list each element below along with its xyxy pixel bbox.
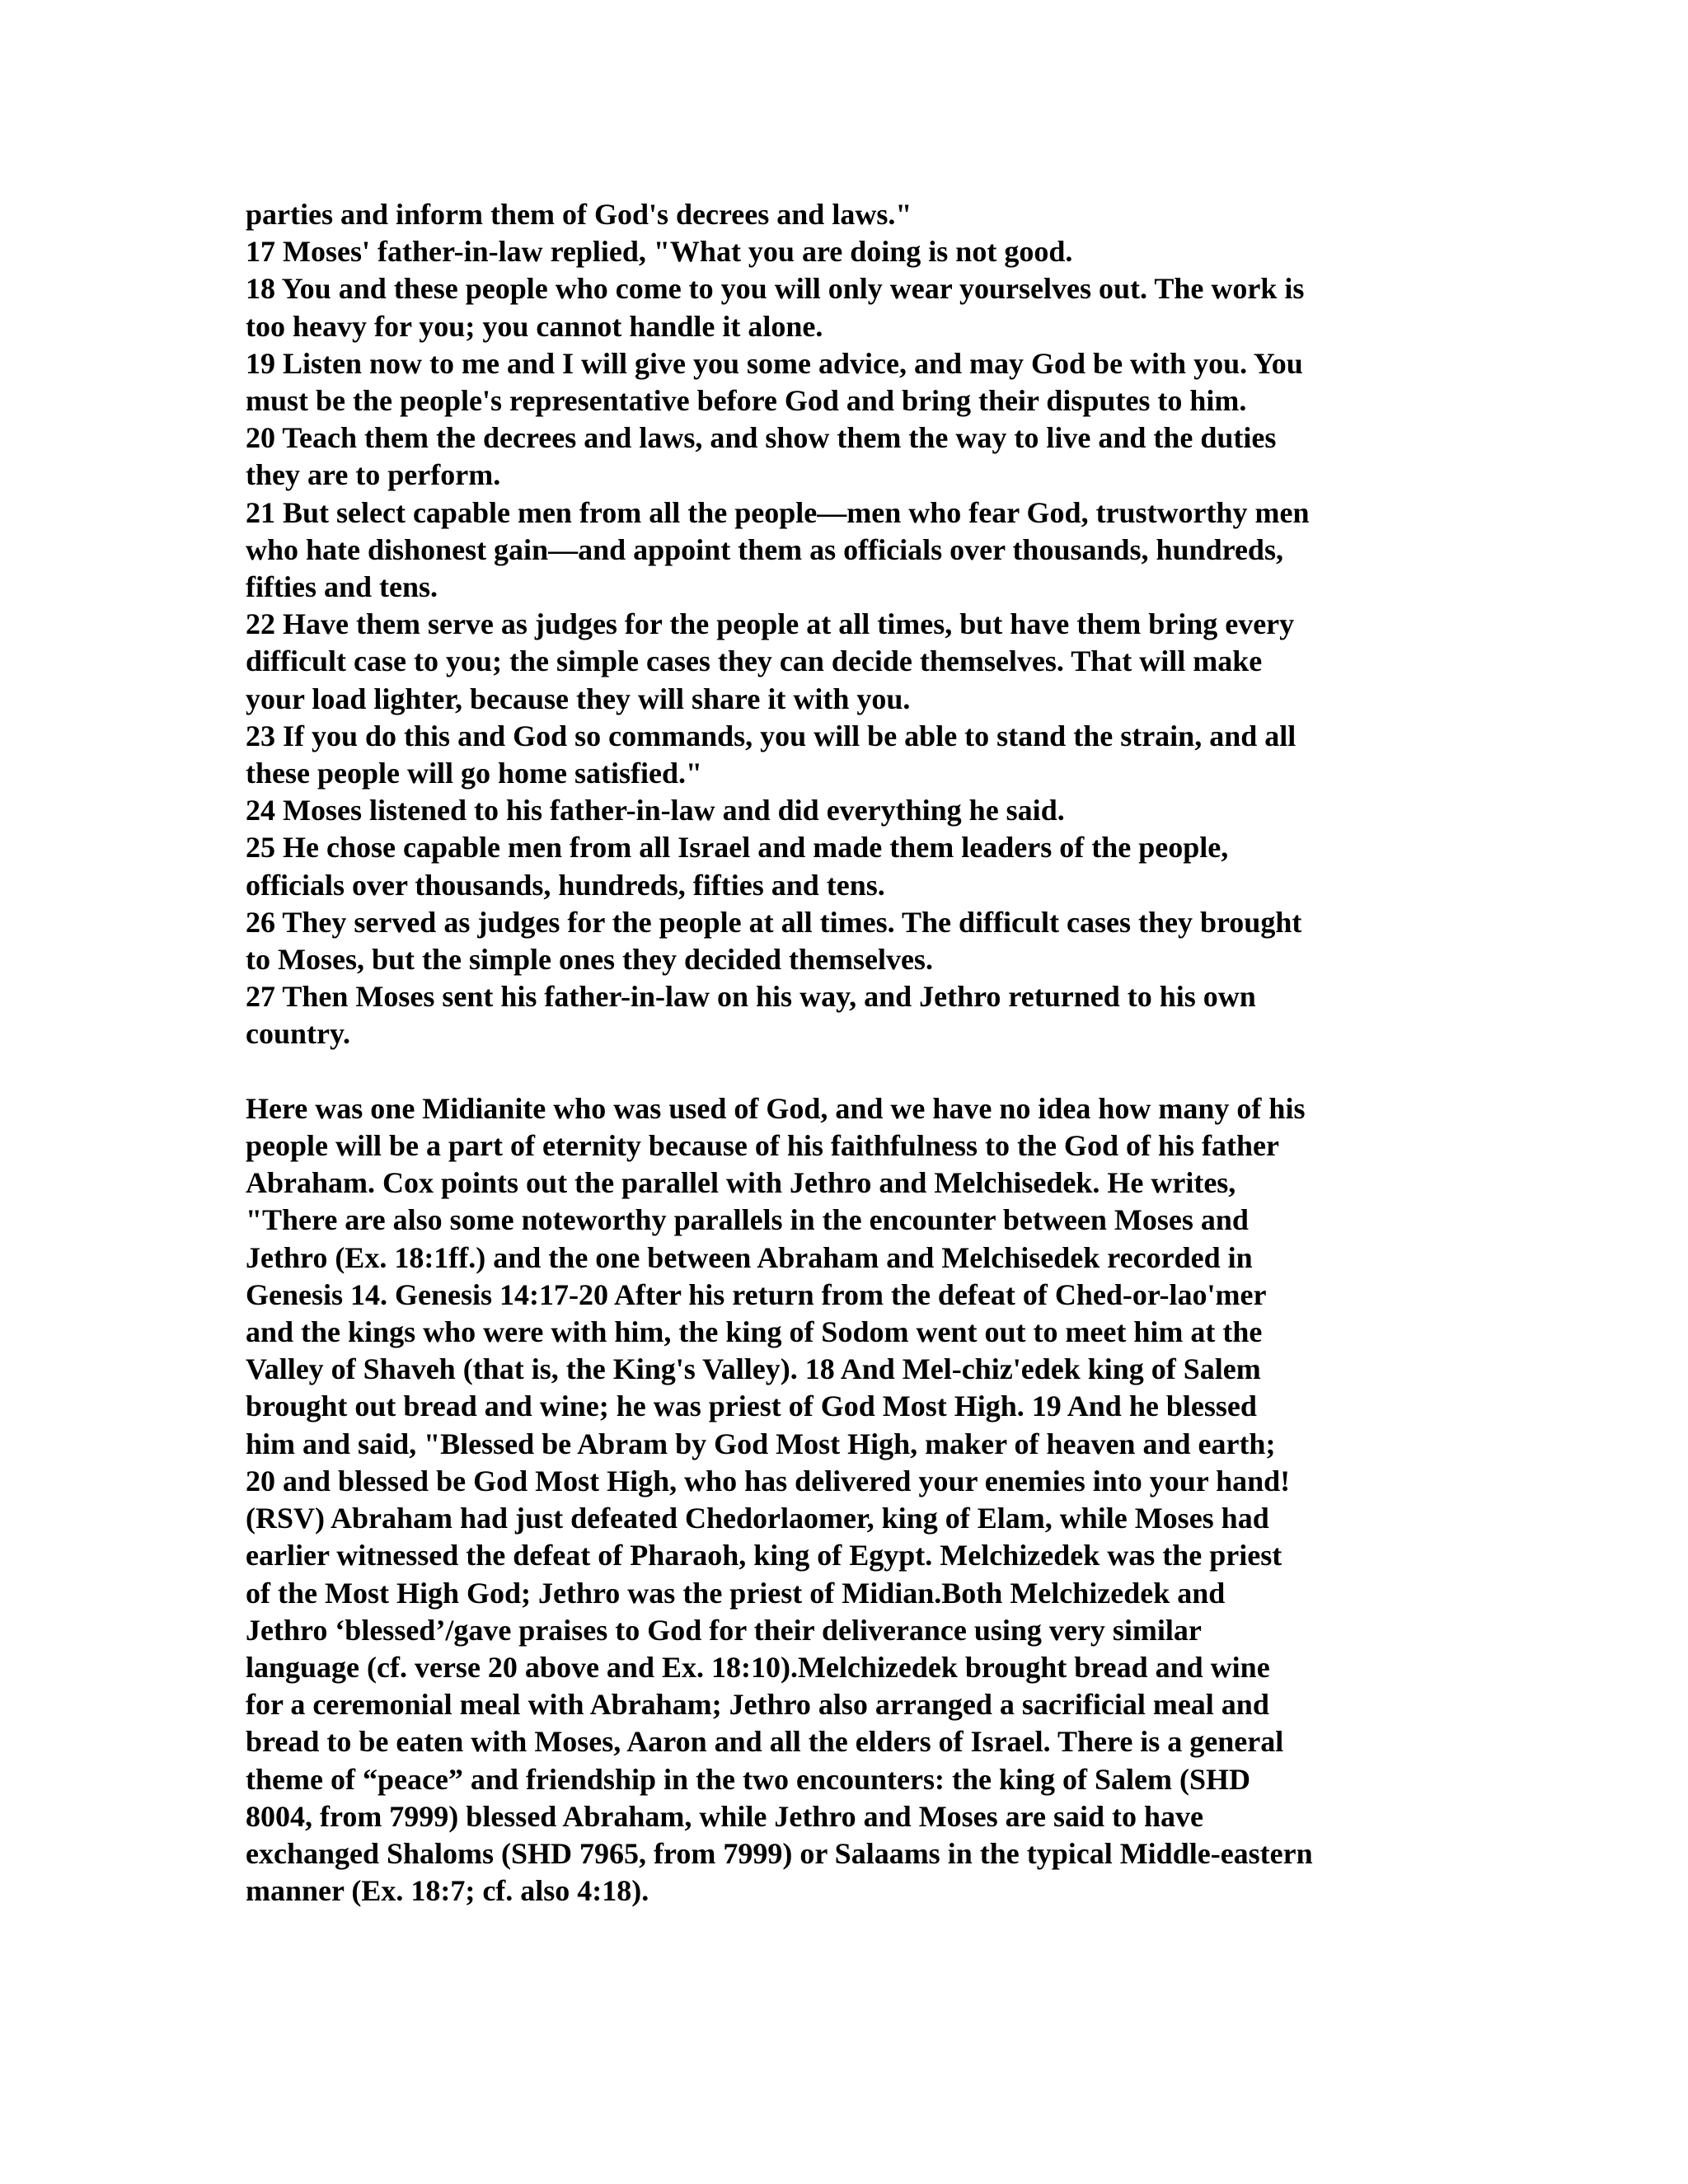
text-line: "There are also some noteworthy parallels in the encounter between Moses and <box>246 1203 1249 1237</box>
text-line: 19 Listen now to me and I will give you some advice, and may God be with you. You <box>246 346 1303 380</box>
verse-25 <box>246 829 1449 903</box>
verse-17 <box>246 233 1449 270</box>
text-line: him and said, "Blessed be Abram by God Most High, maker of heaven and earth; <box>246 1427 1276 1460</box>
text-line: brought out bread and wine; he was priest of God Most High. 19 And he blessed <box>246 1390 1257 1423</box>
verse-17-continuation <box>246 196 1449 233</box>
verse-18 <box>246 270 1449 344</box>
text-line: and the kings who were with him, the king of Sodom went out to meet him at the <box>246 1315 1263 1349</box>
paragraph-gap <box>246 1053 1449 1090</box>
text-line: 26 They served as judges for the people at all times. The difficult cases they brought <box>246 905 1302 939</box>
text-line: Abraham. Cox points out the parallel with Jethro and Melchisedek. He writes, <box>246 1166 1236 1200</box>
text-line: your load lighter, because they will share it with you. <box>246 682 911 715</box>
text-line: Here was one Midianite who was used of God, and we have no idea how many of his <box>246 1091 1306 1125</box>
text-line: (RSV) Abraham had just defeated Chedorlaomer, king of Elam, while Moses had <box>246 1502 1269 1535</box>
text-line: 17 Moses' father-in-law replied, "What you are doing is not good. <box>246 235 1073 269</box>
text-line: 24 Moses listened to his father-in-law and did everything he said. <box>246 794 1065 827</box>
verse-22 <box>246 606 1449 718</box>
text-line: 20 Teach them the decrees and laws, and show them the way to live and the duties <box>246 421 1277 455</box>
text-line: 27 Then Moses sent his father-in-law on his way, and Jethro returned to his own <box>246 980 1256 1014</box>
text-line: people will be a part of eternity because of his faithfulness to the God of his father <box>246 1129 1279 1163</box>
text-line: Jethro ‘blessed’/gave praises to God for their deliverance using very similar <box>246 1613 1202 1647</box>
text-line: who hate dishonest gain—and appoint them as officials over thousands, hundreds, <box>246 532 1283 566</box>
text-line: earlier witnessed the defeat of Pharaoh, king of Egypt. Melchizedek was the priest <box>246 1539 1282 1572</box>
text-line: 23 If you do this and God so commands, you will be able to stand the strain, and all <box>246 719 1296 752</box>
text-line: of the Most High God; Jethro was the priest of Midian.Both Melchizedek and <box>246 1576 1226 1610</box>
text-line: 8004, from 7999) blessed Abraham, while Jethro and Moses are said to have <box>246 1799 1204 1833</box>
document-body <box>246 196 1449 1910</box>
verse-24 <box>246 792 1449 829</box>
text-line: 22 Have them serve as judges for the people at all times, but have them bring every <box>246 607 1295 641</box>
text-line: theme of “peace” and friendship in the two encounters: the king of Salem (SHD <box>246 1762 1250 1796</box>
text-line: difficult case to you; the simple cases they can decide themselves. That will make <box>246 644 1263 678</box>
text-line: too heavy for you; you cannot handle it alone. <box>246 309 823 343</box>
text-line: parties and inform them of God's decrees and laws." <box>246 198 912 231</box>
text-line: 20 and blessed be God Most High, who has delivered your enemies into your hand! <box>246 1464 1291 1497</box>
text-line: for a ceremonial meal with Abraham; Jethro also arranged a sacrificial meal and <box>246 1688 1269 1722</box>
text-line: they are to perform. <box>246 458 501 492</box>
text-line: country. <box>246 1017 351 1051</box>
verse-26 <box>246 904 1449 978</box>
verse-19 <box>246 345 1449 419</box>
text-line: fifties and tens. <box>246 570 438 604</box>
text-line: manner (Ex. 18:7; cf. also 4:18). <box>246 1874 649 1908</box>
text-line: 18 You and these people who come to you will only wear yourselves out. The work is <box>246 272 1305 306</box>
text-line: exchanged Shaloms (SHD 7965, from 7999) or Salaams in the typical Middle-eastern <box>246 1836 1313 1870</box>
commentary-paragraph <box>246 1090 1449 1910</box>
text-line: Genesis 14. Genesis 14:17-20 After his return from the defeat of Ched-or-lao'mer <box>246 1277 1267 1311</box>
text-line: bread to be eaten with Moses, Aaron and all the elders of Israel. There is a general <box>246 1725 1284 1759</box>
text-line: Valley of Shaveh (that is, the King's Valley). 18 And Mel-chiz'edek king of Salem <box>246 1352 1261 1386</box>
verse-27 <box>246 978 1449 1052</box>
verse-21 <box>246 494 1449 607</box>
verse-20 <box>246 419 1449 494</box>
text-line: these people will go home satisfied." <box>246 757 702 790</box>
verse-23 <box>246 718 1449 792</box>
text-line: 21 But select capable men from all the people—men who fear God, trustworthy men <box>246 495 1310 529</box>
text-line: must be the people's representative before God and bring their disputes to him. <box>246 384 1247 418</box>
text-line: officials over thousands, hundreds, fifties and tens. <box>246 868 885 902</box>
text-line: language (cf. verse 20 above and Ex. 18:10).Melchizedek brought bread and wine <box>246 1650 1270 1684</box>
text-line: Jethro (Ex. 18:1ff.) and the one between Abraham and Melchisedek recorded in <box>246 1240 1253 1274</box>
text-line: to Moses, but the simple ones they decided themselves. <box>246 943 933 977</box>
text-line: 25 He chose capable men from all Israel and made them leaders of the people, <box>246 831 1229 865</box>
